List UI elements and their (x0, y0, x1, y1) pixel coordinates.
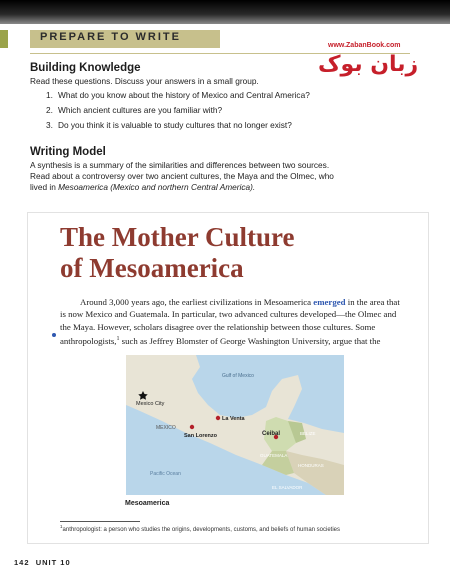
page-number: 142 UNIT 10 (14, 558, 71, 567)
list-item: 1. What do you know about the history of Mexico and Central America? (46, 90, 310, 100)
map-label-mexico-city: Mexico City (136, 401, 165, 407)
vocab-word: emerged (313, 297, 346, 307)
map-label-gulf: Gulf of Mexico (222, 373, 254, 379)
writing-model-heading: Writing Model (30, 146, 106, 158)
map-label-ceibal: Ceibal (262, 431, 281, 437)
building-knowledge-heading: Building Knowledge (30, 62, 141, 74)
writing-model-intro: A synthesis is a summary of the similarities and differences between two sources. Read about a controversy over two ancient cultures, the Maya and the Olmec, who lived in Mesoamerica (Mexico and northern Central America). (30, 160, 334, 192)
section-header-text: PREPARE TO WRITE (40, 31, 181, 43)
map-caption: Mesoamerica (125, 500, 170, 507)
map-label-san-lorenzo: San Lorenzo (184, 433, 218, 439)
zabanbook-logo (310, 42, 438, 84)
vocab-bullet (52, 333, 56, 337)
mesoamerica-map (126, 355, 344, 495)
building-intro: Read these questions. Discuss your answers in a small group. (30, 76, 259, 86)
map-label-belize: BELIZE (300, 431, 316, 436)
map-label-guatemala: GUATEMALA (260, 453, 288, 458)
list-item: 3. Do you think it is valuable to study cultures that no longer exist? (46, 120, 292, 130)
map-label-honduras: HONDURAS (298, 463, 324, 468)
map-label-la-venta: La Venta (222, 416, 245, 422)
site-marker (216, 416, 220, 420)
site-marker (190, 425, 194, 429)
map-label-mexico: MEXICO (156, 425, 176, 431)
footnote-rule (60, 521, 140, 522)
header-accent (0, 30, 8, 48)
article-paragraph: Around 3,000 years ago, the earliest civilizations in Mesoamerica emerged in the area that is now Mexico and Guatemala. In particular, two advanced cultures developed—the Olmec and the Maya. However, scholars disagree over the relationship between those cultures. Some anthropologists,$^1$ such as Jeffrey Blomster of George Washington University, argue that the (60, 297, 400, 346)
map-label-el-salvador: EL SALVADOR (272, 485, 303, 490)
question-list (46, 88, 310, 133)
footnote: $^1$anthropologist: a person who studies the origins, developments, customs, and beliefs of human societies (60, 524, 341, 533)
article-title: The Mother Culture of Mesoamerica (60, 222, 295, 283)
logo-text: زبان بوک (318, 52, 419, 77)
top-dark-bar (0, 0, 450, 24)
map-label-pacific: Pacific Ocean (150, 471, 181, 477)
logo-url: www.ZabanBook.com (328, 42, 401, 49)
list-item: 2. Which ancient cultures are you familiar with? (46, 105, 223, 115)
